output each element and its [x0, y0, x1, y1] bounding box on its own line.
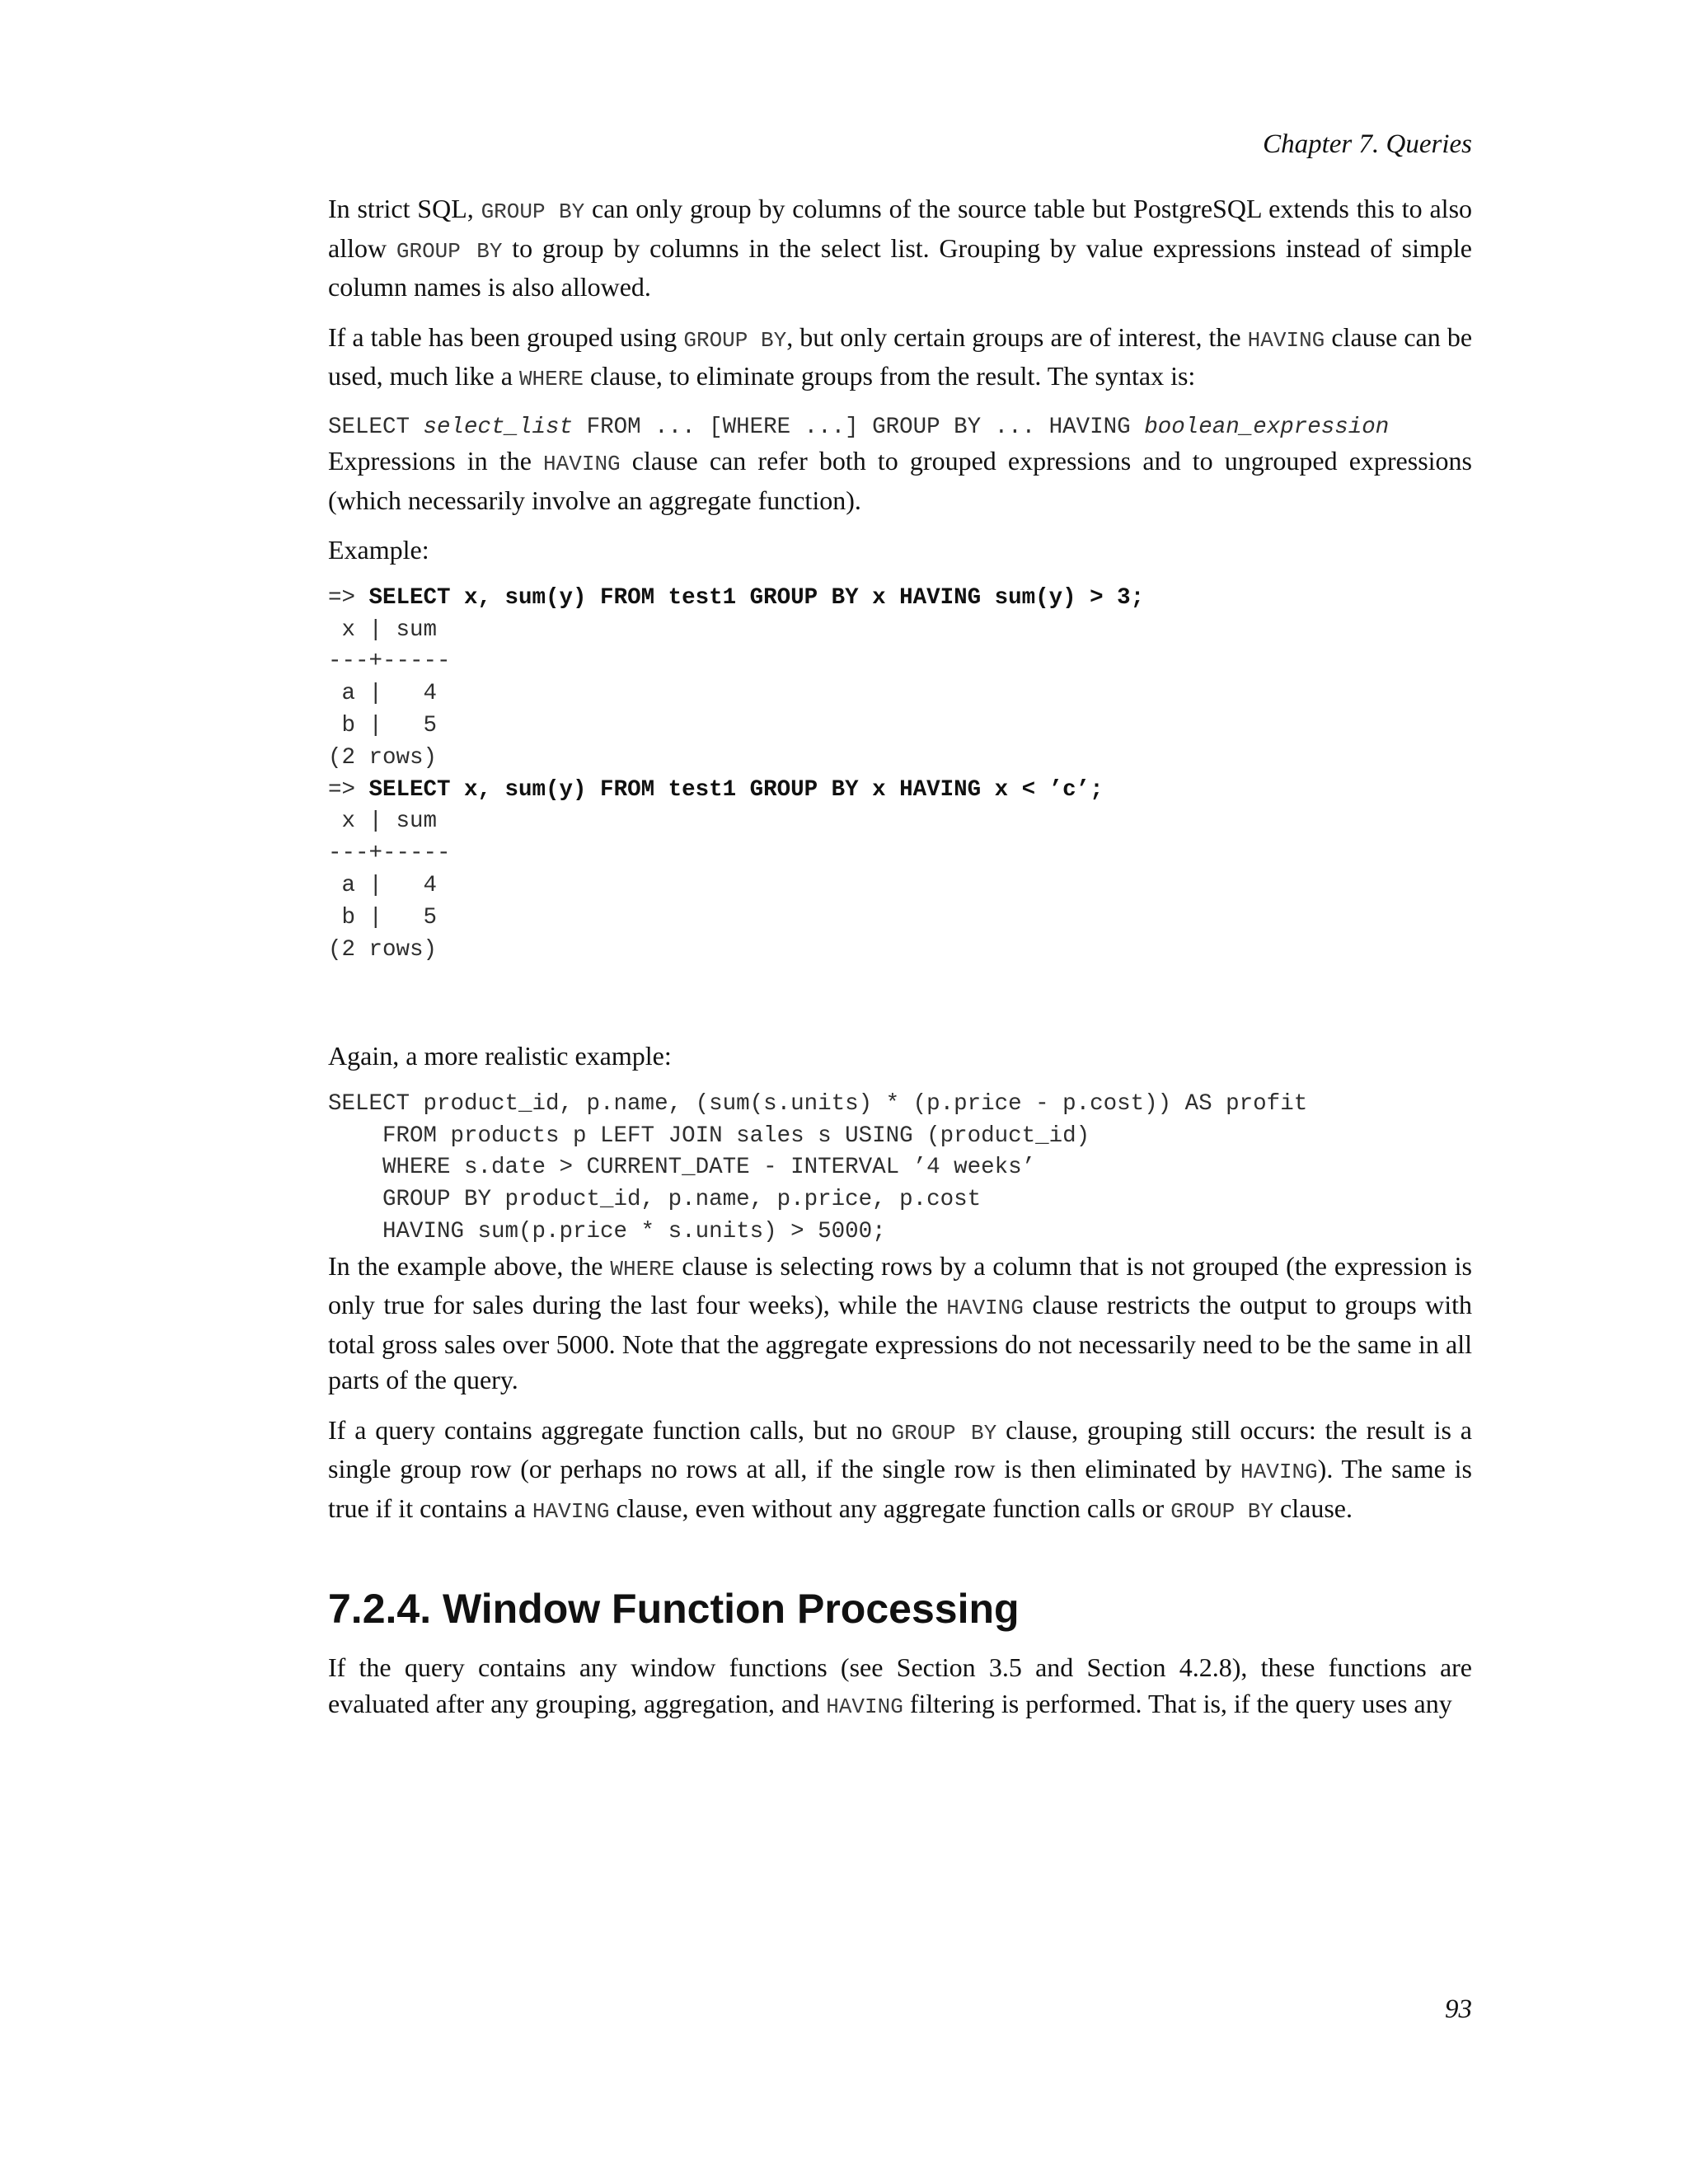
page-content — [328, 191, 1472, 1739]
text-run: clause is selecting rows by a column that is not grouped (the expression is only true for sales during the last four weeks), while the — [328, 1250, 1473, 1320]
text-run: filtering is performed. That is, if the query uses any — [903, 1688, 1452, 1718]
text-run: ). The same is true if it contains a — [328, 1454, 1473, 1523]
paragraph-having-expressions — [328, 443, 1472, 518]
realistic-example-code: SELECT product_id, p.name, (sum(s.units) * (p.price - p.cost)) AS profit FROM products p LEFT JOIN sales s USING (product_id) WHERE s.date > CURRENT_DATE - INTERVAL ’4 weeks’ GROUP BY product_id, p.name, p.price, p.cost HAVING sum(p.price * s.units) > 5000; — [328, 1090, 1308, 1245]
paragraph-example-explanation — [328, 1249, 1472, 1399]
running-header: Chapter 7. Queries — [1263, 129, 1472, 159]
replaceable-select-list: select_list — [423, 414, 574, 440]
example-2-code — [328, 775, 1472, 967]
inline-code-where: WHERE — [610, 1256, 675, 1282]
inline-code-having: HAVING — [1247, 327, 1325, 353]
inline-code-where: WHERE — [518, 367, 584, 391]
example-1-code — [328, 583, 1472, 775]
paragraph-implicit-grouping — [328, 1413, 1472, 1530]
query-output: x | sum ---+----- a | 4 b | 5 (2 rows) — [328, 808, 451, 963]
paragraph-group-by-extension — [328, 191, 1472, 306]
inline-code-having: HAVING — [543, 452, 621, 477]
psql-prompt: => — [328, 584, 369, 611]
text-run: Expressions in the — [328, 446, 544, 476]
text-run: If a table has been grouped using — [328, 321, 684, 352]
text-run: In the example above, the — [328, 1250, 611, 1281]
code-run: SELECT — [328, 414, 424, 440]
replaceable-boolean-expression: boolean_expression — [1144, 414, 1390, 440]
text-run: clause, to eliminate groups from the result. The syntax is: — [583, 361, 1196, 391]
inline-code-group-by: GROUP BY — [396, 238, 503, 264]
text-run: can only group by columns of the source table but PostgreSQL extends this to also allow — [328, 194, 1473, 263]
text-run: If the query contains any window functions (see Section 3.5 and Section 4.2.8), these functions are evaluated after any grouping, aggregation, and — [328, 1652, 1472, 1718]
inline-code-having: HAVING — [1240, 1460, 1318, 1485]
paragraph-realistic-label: Again, a more realistic example: — [328, 1041, 672, 1071]
text-run: to group by columns in the select list. Grouping by value expressions instead of simple column names is also allowed. — [328, 232, 1473, 302]
inline-code-group-by: GROUP BY — [1170, 1498, 1274, 1524]
paragraph-having-intro — [328, 320, 1472, 398]
spacer — [328, 966, 1472, 1038]
psql-prompt: => — [328, 776, 369, 803]
text-run: clause can be used, much like a — [328, 321, 1473, 391]
text-run: clause, even without any aggregate function calls or — [609, 1493, 1171, 1523]
section-heading: 7.2.4. Window Function Processing — [328, 1586, 1020, 1633]
inline-code-having: HAVING — [946, 1296, 1024, 1321]
text-run: clause, grouping still occurs: the result is a single group row (or perhaps no rows at all, if the single row is then eliminated by — [328, 1414, 1473, 1484]
text-run: clause. — [1273, 1493, 1353, 1523]
code-run: FROM ... [WHERE ...] GROUP BY ... HAVING — [573, 414, 1145, 440]
query-output: x | sum ---+----- a | 4 b | 5 (2 rows) — [328, 616, 451, 771]
inline-code-group-by: GROUP BY — [683, 327, 787, 353]
inline-code-group-by: GROUP BY — [481, 199, 585, 224]
paragraph-example-label: Example: — [328, 535, 429, 565]
inline-code-having: HAVING — [826, 1694, 903, 1719]
sql-command: SELECT x, sum(y) FROM test1 GROUP BY x HAVING x < ’c’; — [368, 776, 1104, 803]
inline-code-having: HAVING — [532, 1498, 610, 1524]
text-run: If a query contains aggregate function calls, but no — [328, 1414, 892, 1445]
text-run: In strict SQL, — [328, 194, 481, 223]
paragraph-window-functions — [328, 1650, 1472, 1725]
sql-command: SELECT x, sum(y) FROM test1 GROUP BY x HAVING sum(y) > 3; — [368, 584, 1145, 611]
text-run: clause can refer both to grouped expressions and to ungrouped expressions (which necessarily involve an aggregate function). — [328, 446, 1473, 515]
text-run: clause restricts the output to groups with total gross sales over 5000. Note that the aggregate expressions do not necessarily need to be the same in all parts of the query. — [328, 1290, 1473, 1395]
text-run: , but only certain groups are of interest, the — [786, 321, 1248, 352]
inline-code-group-by: GROUP BY — [891, 1420, 997, 1446]
page-number: 93 — [1445, 1994, 1472, 2024]
syntax-synopsis — [328, 412, 1472, 444]
